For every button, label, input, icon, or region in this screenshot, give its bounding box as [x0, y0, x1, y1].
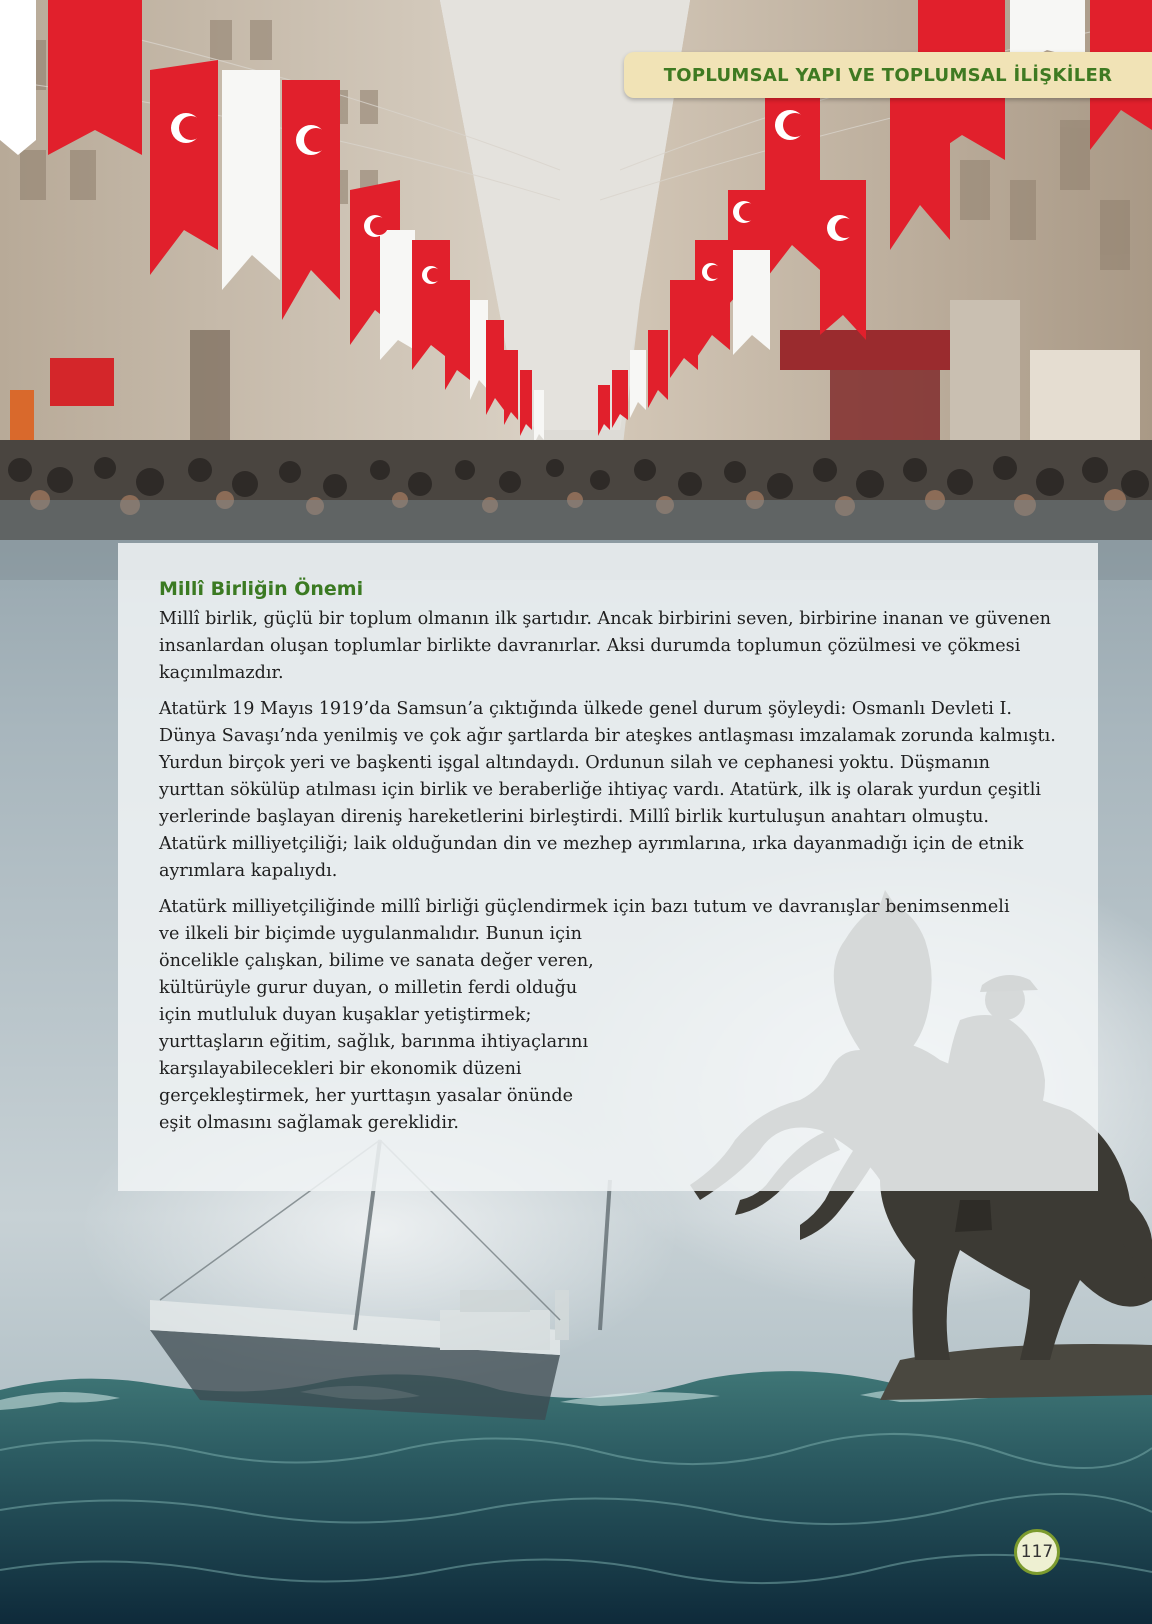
paragraph-1: Millî birlik, güçlü bir toplum olmanın ilk şartıdır. Ancak birbirini seven, birbirine inanan ve güvenen insanlardan oluşan toplumlar birlikte davranırlar. Aksi durumda toplumun çözülmesi ve çökmesi kaçınılmazdır. — [159, 609, 1051, 683]
paragraph-2: Atatürk 19 Mayıs 1919’da Samsun’a çıktığında ülkede genel durum şöyleydi: Osmanlı Devleti I. Dünya Savaşı’nda yenilmiş ve çok ağır şartlarda bir ateşkes antlaşması imzalamak zorunda kalmıştı. Yurdun birçok yeri ve başkenti işgal altındaydı. Ordunun silah ve cephanesi yoktu. Düşmanın yurttan sökülüp atılması için birlik ve beraberliğe ihtiyaç vardı. Atatürk, ilk iş olarak yurdun çeşitli yerlerinde başlayan direniş hareketlerini birleştirdi. Millî birlik kurtuluşun anahtarı olmuştu. Atatürk milliyetçiliği; laik olduğundan din ve mezhep ayrımlarına, ırka dayanmadığı için de etnik ayrımlara kapalıydı. — [159, 699, 1056, 881]
page-number-badge — [1014, 1529, 1060, 1575]
chapter-header-tab — [624, 52, 1152, 98]
paragraph-3-continued: ve ilkeli bir biçimde uygulanmalıdır. Bunun için öncelikle çalışkan, bilime ve sanata değer veren, kültürüyle gurur duyan, o milletin ferdi olduğu için mutluluk duyan kuşaklar yetiştirmek; yurttaşların eğitim, sağlık, barınma ihtiyaçlarını karşılayabilecekleri bir ekonomik düzeni gerçekleştirmek, her yurttaşın yasalar önünde eşit olmasını sağlamak gereklidir. — [159, 924, 594, 1133]
chapter-title: TOPLUMSAL YAPI VE TOPLUMSAL İLİŞKİLER — [663, 64, 1113, 86]
page-number: 117 — [1020, 1542, 1054, 1562]
section-title: Millî Birliğin Önemi — [159, 578, 364, 600]
text-panel — [118, 543, 1098, 1191]
paragraph-3-start: Atatürk milliyetçiliğinde millî birliği güçlendirmek için bazı tutum ve davranışlar benimsenmeli — [159, 897, 1010, 917]
